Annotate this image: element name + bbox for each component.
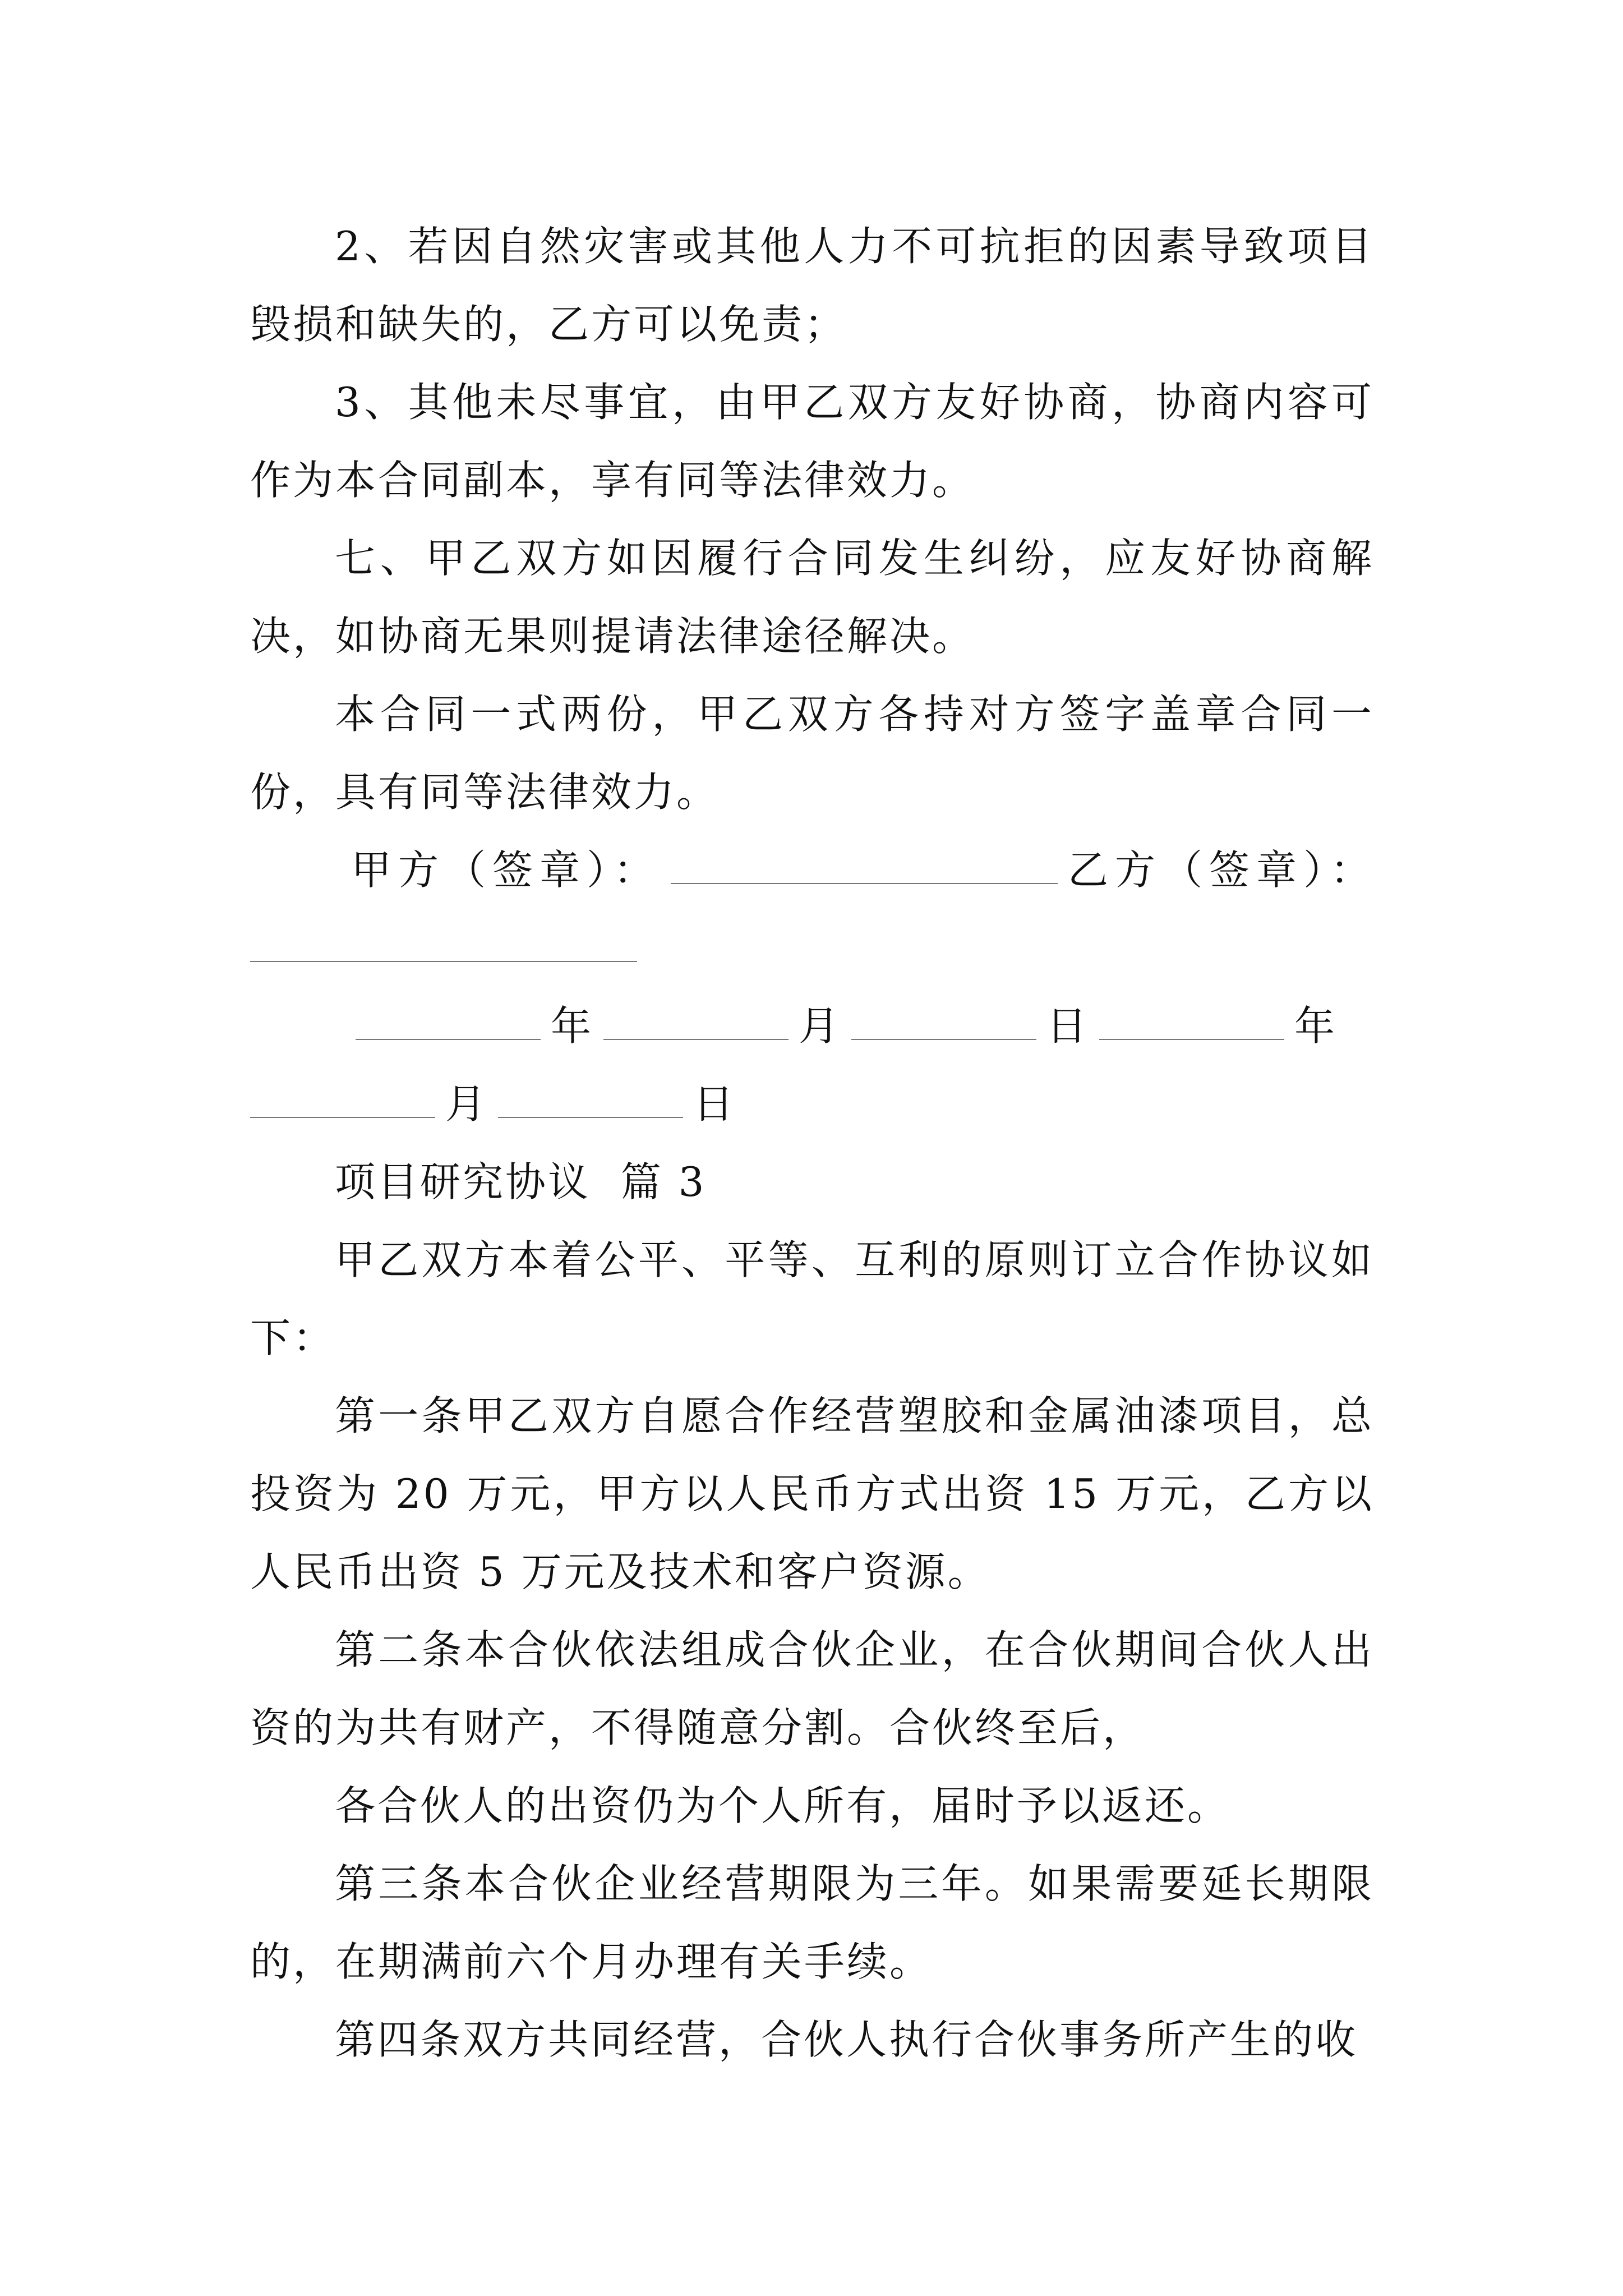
article-four: 第四条双方共同经营，合伙人执行合伙事务所产生的收 <box>335 2016 1358 2063</box>
article-one: 第一条甲乙双方自愿合作经营塑胶和金属油漆项目，总投资为 20 万元，甲方以人民币方式出资 15 万元，乙方以人民币出资 5 万元及技术和客户资源。 <box>250 1392 1374 1595</box>
party-a-month-label: 月 <box>799 1002 842 1050</box>
agreement-preamble: 甲乙双方本着公平、平等、互利的原则订立合作协议如下： <box>250 1236 1374 1361</box>
party-a-day-blank <box>851 1004 1036 1040</box>
party-b-signature-label: 乙方（签章）： <box>1068 846 1378 894</box>
party-b-day-blank <box>498 1082 683 1118</box>
clause-dispute-resolution: 七、甲乙双方如因履行合同发生纠纷，应友好协商解决，如协商无果则提请法律途径解决。 <box>250 535 1374 660</box>
party-a-year-label: 年 <box>551 1002 594 1050</box>
party-a-day-label: 日 <box>1046 1002 1090 1050</box>
section-title: 项目研究协议 篇 3 <box>335 1158 707 1205</box>
article-two-continued: 各合伙人的出资仍为个人所有，届时予以返还。 <box>335 1782 1230 1829</box>
clause-copies: 本合同一式两份，甲乙双方各持对方签字盖章合同一份，具有同等法律效力。 <box>250 691 1374 816</box>
party-b-year-blank <box>1099 1004 1284 1040</box>
clause-force-majeure: 2、若因自然灾害或其他人力不可抗拒的因素导致项目毁损和缺失的，乙方可以免责； <box>250 223 1374 348</box>
date-line-continued <box>250 1065 1374 1143</box>
date-line <box>250 987 1374 1065</box>
party-a-year-blank <box>356 1004 541 1040</box>
party-b-day-label: 日 <box>693 1080 736 1128</box>
signature-line-continued <box>250 909 1374 987</box>
document-body <box>250 208 1378 2079</box>
article-three: 第三条本合伙企业经营期限为三年。如果需要延长期限的，在期满前六个月办理有关手续。 <box>250 1860 1374 1985</box>
party-b-signature-blank <box>250 926 637 962</box>
clause-other-matters: 3、其他未尽事宜，由甲乙双方友好协商，协商内容可作为本合同副本，享有同等法律效力。 <box>250 379 1374 504</box>
article-two: 第二条本合伙依法组成合伙企业，在合伙期间合伙人出资的为共有财产，不得随意分割。合伙终至后， <box>250 1626 1374 1751</box>
party-b-year-label: 年 <box>1294 1002 1338 1050</box>
party-b-month-label: 月 <box>445 1080 488 1128</box>
party-a-signature-label: 甲方（签章）： <box>351 846 661 894</box>
party-a-month-blank <box>603 1004 789 1040</box>
party-b-month-blank <box>250 1082 435 1118</box>
signature-line <box>250 831 1378 909</box>
party-a-signature-blank <box>671 848 1058 884</box>
